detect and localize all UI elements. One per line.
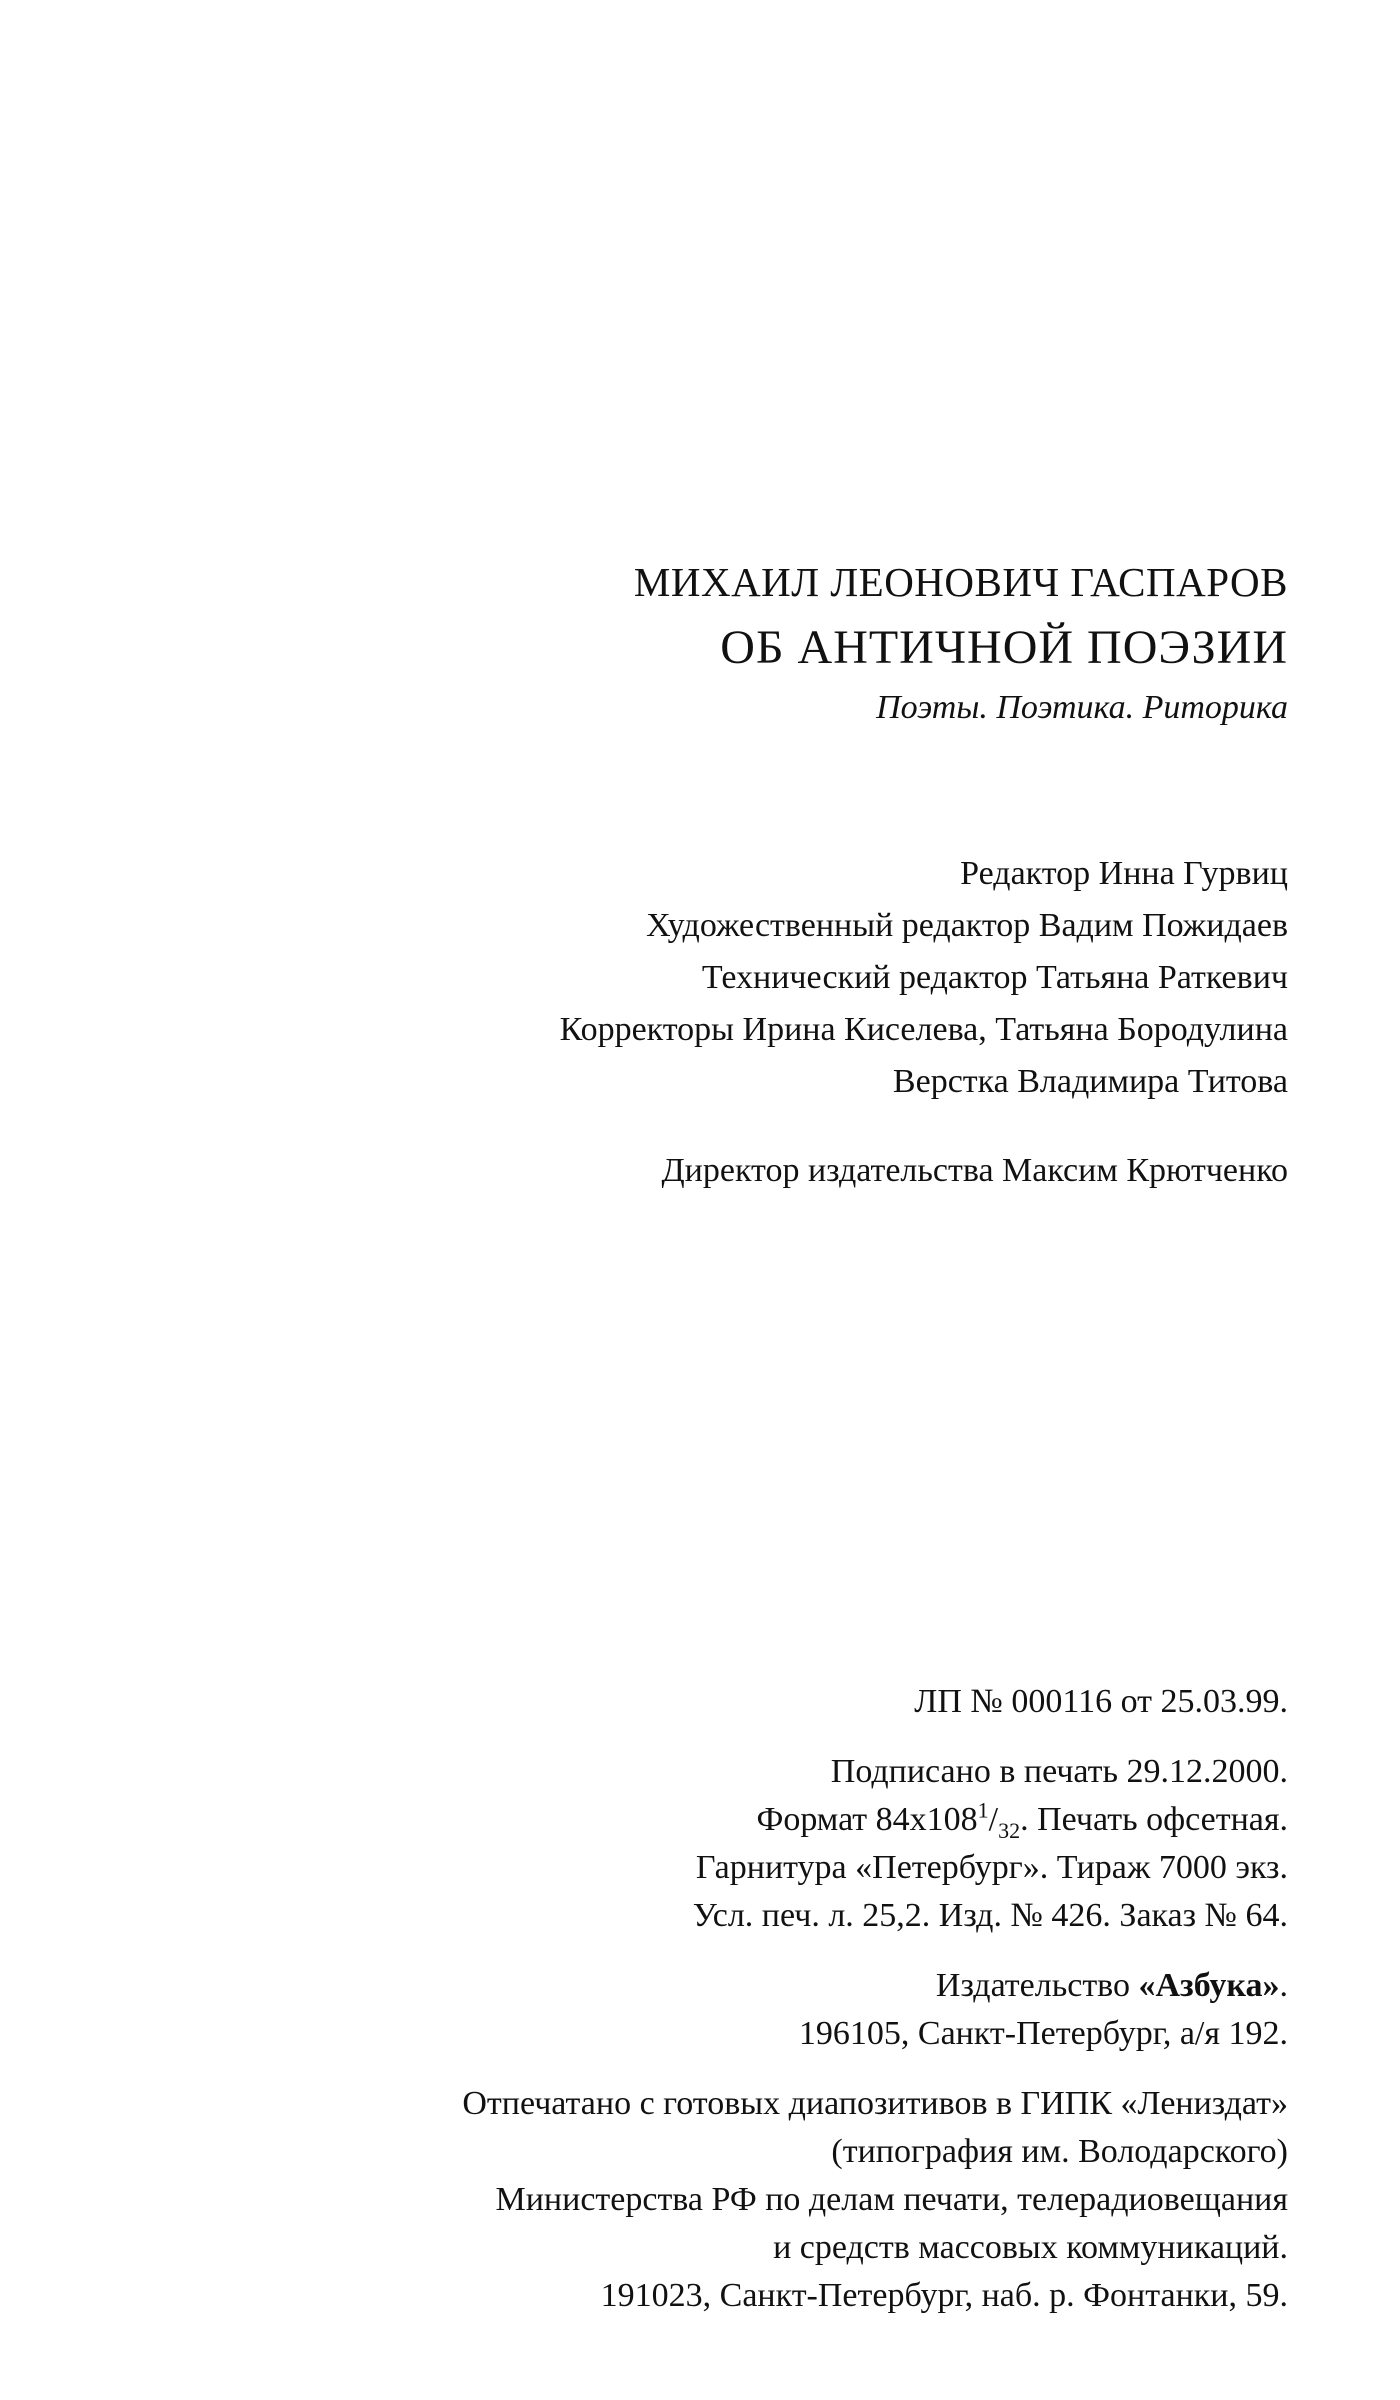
format-fraction-denominator: 32 <box>998 1817 1021 1843</box>
printer-line-2: (типография им. Володарского) <box>831 2133 1288 2170</box>
imprint-block <box>462 1678 1288 2320</box>
publisher-suffix: . <box>1279 1967 1288 2004</box>
printer-line-5: 191023, Санкт-Петербург, наб. р. Фонтанки, 59. <box>600 2277 1288 2314</box>
publisher-name: «Азбука» <box>1138 1967 1280 2004</box>
typeface-line: Гарнитура «Петербург». Тираж 7000 экз. <box>695 1849 1288 1886</box>
spacer <box>462 2058 1288 2080</box>
spacer <box>462 1940 1288 1962</box>
director-block <box>661 1146 1288 1196</box>
format-prefix: Формат 84х108 <box>756 1801 978 1838</box>
printer-line-1: Отпечатано с готовых диапозитивов в ГИПК «Лениздат» <box>462 2085 1288 2122</box>
book-author-block <box>634 556 1288 608</box>
license-line: ЛП № 000116 от 25.03.99. <box>914 1683 1288 1720</box>
book-subtitle: Поэты. Поэтика. Риторика <box>876 689 1288 726</box>
book-subtitle-block <box>876 686 1288 730</box>
book-author: МИХАИЛ ЛЕОНОВИЧ ГАСПАРОВ <box>633 559 1288 605</box>
sheets-line: Усл. печ. л. 25,2. Изд. № 426. Заказ № 64. <box>692 1897 1288 1934</box>
credits-block <box>560 848 1288 1108</box>
publisher-prefix: Издательство <box>935 1967 1139 2004</box>
credit-editor: Редактор Инна Гурвиц <box>960 855 1288 892</box>
spacer <box>462 1726 1288 1748</box>
format-fraction-numerator: 1 <box>977 1797 989 1823</box>
credit-tech-editor: Технический редактор Татьяна Раткевич <box>701 959 1288 996</box>
signed-line: Подписано в печать 29.12.2000. <box>830 1753 1288 1790</box>
credit-art-editor: Художественный редактор Вадим Пожидаев <box>646 907 1288 944</box>
credit-proofreaders: Корректоры Ирина Киселева, Татьяна Бородулина <box>559 1011 1288 1048</box>
printer-line-4: и средств массовых коммуникаций. <box>773 2229 1288 2266</box>
credit-layout: Верстка Владимира Титова <box>892 1063 1288 1100</box>
book-title-block <box>720 618 1288 678</box>
publisher-line <box>462 1962 1288 2010</box>
format-suffix: . Печать офсетная. <box>1020 1801 1288 1838</box>
credit-director: Директор издательства Максим Крютченко <box>661 1152 1288 1189</box>
format-line: Формат $84х108^1/_{32}$. Печать офсетная. <box>756 1797 1288 1843</box>
publisher-address: 196105, Санкт-Петербург, а/я 192. <box>798 2015 1288 2052</box>
printer-line-3: Министерства РФ по делам печати, телерадиовещания <box>495 2181 1288 2218</box>
book-title: ОБ АНТИЧНОЙ ПОЭЗИИ <box>720 621 1288 674</box>
